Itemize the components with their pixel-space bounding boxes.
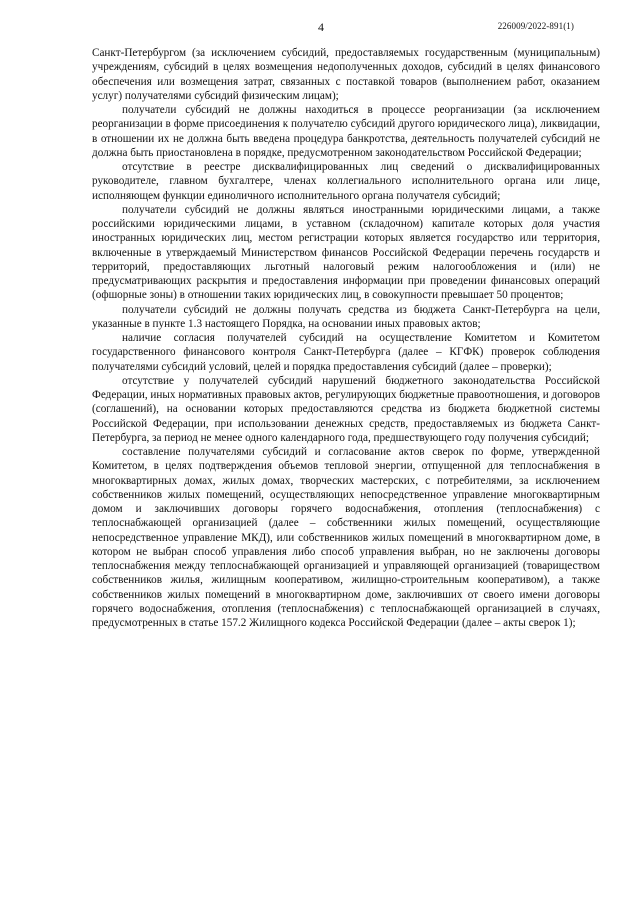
paragraph: получатели субсидий не должны находиться в процессе реорганизации (за исключением реорганизации в форме присоединения к получателю субсидий другого юридического лица), ликвидации, в отношении их не должна быть введена процедура банкротства, деятельность получателей субсидий не должна быть приостановлена в порядке, предусмотренном законодательством Российской Федерации; [92, 104, 600, 159]
paragraph: получатели субсидий не должны получать средства из бюджета Санкт-Петербурга на цели, указанные в пункте 1.3 настоящего Порядка, на основании иных правовых актов; [92, 303, 600, 330]
document-body [92, 46, 600, 630]
paragraph: получатели субсидий не должны являться иностранными юридическими лицами, а также российскими юридическими лицами, в уставном (складочном) капитале которых доля участия иностранных юридических лиц, местом регистрации которых является государство или территория, включенные в утверждаемый Министерством финансов Российской Федерации перечень государств и территорий, предоставляющих льготный налоговый режим налогообложения и (или) не предусматривающих раскрытия и предоставления информации при проведении финансовых операций (офшорные зоны) в отношении таких юридических лиц, в совокупности превышает 50 процентов; [92, 203, 600, 302]
paragraph: отсутствие в реестре дисквалифицированных лиц сведений о дисквалифицированных руководителе, главном бухгалтере, членах коллегиального исполнительного органа или лице, исполняющем функции единоличного исполнительного органа получателя субсидий; [92, 161, 600, 202]
page-number: 4 [318, 20, 324, 34]
paragraph: Санкт-Петербургом (за исключением субсидий, предоставляемых государственным (муниципальным) учреждениям, субсидий в целях возмещения недополученных доходов, субсидий в целях финансового обеспечения или возмещения затрат, связанных с поставкой товаров (выполнением работ, оказанием услуг) получателями субсидий физическим лицам); [92, 47, 600, 102]
document-number: 226009/2022-891(1) [497, 21, 574, 31]
paragraph: наличие согласия получателей субсидий на осуществление Комитетом и Комитетом государственного финансового контроля Санкт-Петербурга (далее – КГФК) проверок соблюдения получателями субсидий условий, целей и порядка предоставления субсидий (далее – проверки); [92, 332, 600, 373]
paragraph: отсутствие у получателей субсидий нарушений бюджетного законодательства Российской Федерации, иных нормативных правовых актов, регулирующих бюджетные правоотношения, и договоров (соглашений), на основании которых предоставляются средства из бюджета бюджетной системы Российской Федерации, при использовании денежных средств, предоставляемых из бюджета Санкт-Петербурга, за период не менее одного календарного года, предшествующего году получения субсидий; [92, 374, 600, 444]
paragraph: составление получателями субсидий и согласование актов сверок по форме, утвержденной Комитетом, в целях подтверждения объемов тепловой энергии, отпущенной для теплоснабжения в многоквартирных домах, жилых домах, творческих мастерских, с потребителями, за исключением собственников жилых помещений, осуществляющих непосредственное управление многоквартирным домом и заключивших договоры горячего водоснабжения, отопления (теплоснабжения) с теплоснабжающей организацией (далее – собственники жилых помещений, осуществляющие непосредственное управление МКД), или собственников жилых помещений в многоквартирном доме, в котором не выбран способ управления либо способ управления выбран, но не заключены договоры теплоснабжения между теплоснабжающей организацией и управляющей организацией (товариществом собственников жилья, жилищным кооперативом, жилищно-строительным кооперативом), а также собственников жилых помещений в многоквартирном доме, заключивших от своего имени договоры горячего водоснабжения, отопления (теплоснабжения) с теплоснабжающей организацией в случаях, предусмотренных в статье 157.2 Жилищного кодекса Российской Федерации (далее – акты сверок 1); [92, 446, 600, 629]
